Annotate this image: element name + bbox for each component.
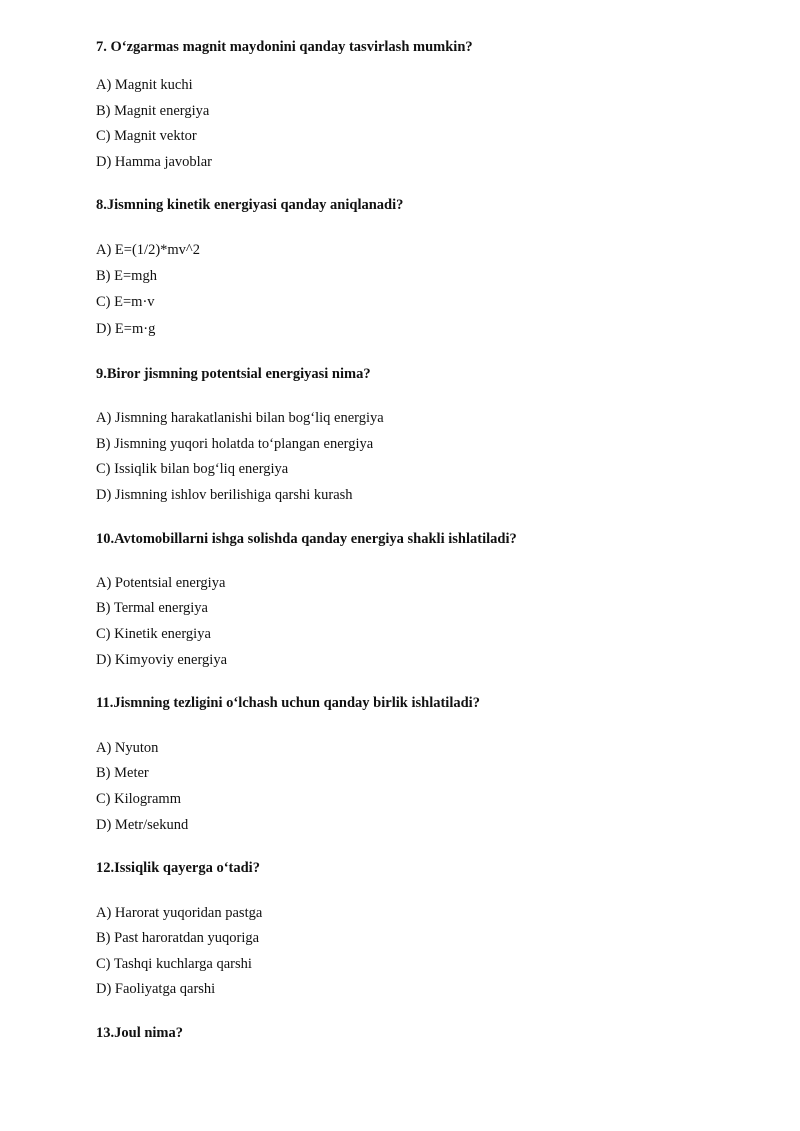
question-7-option-c: C) Magnit vektor <box>96 128 197 144</box>
question-10-option-d: D) Kimyoviy energiya <box>96 652 228 668</box>
question-9-option-a: A) Jismning harakatlanishi bilan bog‘liq energiya <box>96 410 384 426</box>
question-9-option-d: D) Jismning ishlov berilishiga qarshi kurash <box>96 487 353 503</box>
question-8-option-b: B) E=mgh <box>96 268 157 284</box>
question-10-option-a: A) Potentsial energiya <box>96 575 226 591</box>
question-11-title: 11.Jismning tezligini o‘lchash uchun qanday birlik ishlatiladi? <box>96 695 480 711</box>
question-7-title: 7. O‘zgarmas magnit maydonini qanday tasvirlash mumkin? <box>96 39 473 55</box>
question-12-option-d: D) Faoliyatga qarshi <box>96 981 216 997</box>
question-10-option-b: B) Termal energiya <box>96 600 208 616</box>
question-7-option-d: D) Hamma javoblar <box>96 154 212 170</box>
question-7-option-a: A) Magnit kuchi <box>96 77 193 93</box>
question-13-title: 13.Joul nima? <box>96 1025 184 1041</box>
question-9-option-c: C) Issiqlik bilan bog‘liq energiya <box>96 461 289 477</box>
question-11-option-d: D) Metr/sekund <box>96 817 189 833</box>
question-12-option-c: C) Tashqi kuchlarga qarshi <box>96 956 252 972</box>
question-8-option-d: D) E=m·g <box>96 321 156 337</box>
question-8-option-a: A) E=(1/2)*mv^2 <box>96 242 200 258</box>
question-11-option-c: C) Kilogramm <box>96 791 181 807</box>
question-8-option-c: C) E=m·v <box>96 294 155 310</box>
question-9-title: 9.Biror jismning potentsial energiyasi nima? <box>96 366 371 382</box>
question-12-option-a: A) Harorat yuqoridan pastga <box>96 905 263 921</box>
question-11-option-b: B) Meter <box>96 765 149 781</box>
question-10-title: 10.Avtomobillarni ishga solishda qanday energiya shakli ishlatiladi? <box>96 531 517 547</box>
question-12-title: 12.Issiqlik qayerga o‘tadi? <box>96 860 260 876</box>
question-11-option-a: A) Nyuton <box>96 740 159 756</box>
question-7-option-b: B) Magnit energiya <box>96 103 210 119</box>
question-9-option-b: B) Jismning yuqori holatda to‘plangan energiya <box>96 436 374 452</box>
question-10-option-c: C) Kinetik energiya <box>96 626 211 642</box>
question-12-option-b: B) Past haroratdan yuqoriga <box>96 930 260 946</box>
question-8-title: 8.Jismning kinetik energiyasi qanday aniqlanadi? <box>96 197 404 213</box>
